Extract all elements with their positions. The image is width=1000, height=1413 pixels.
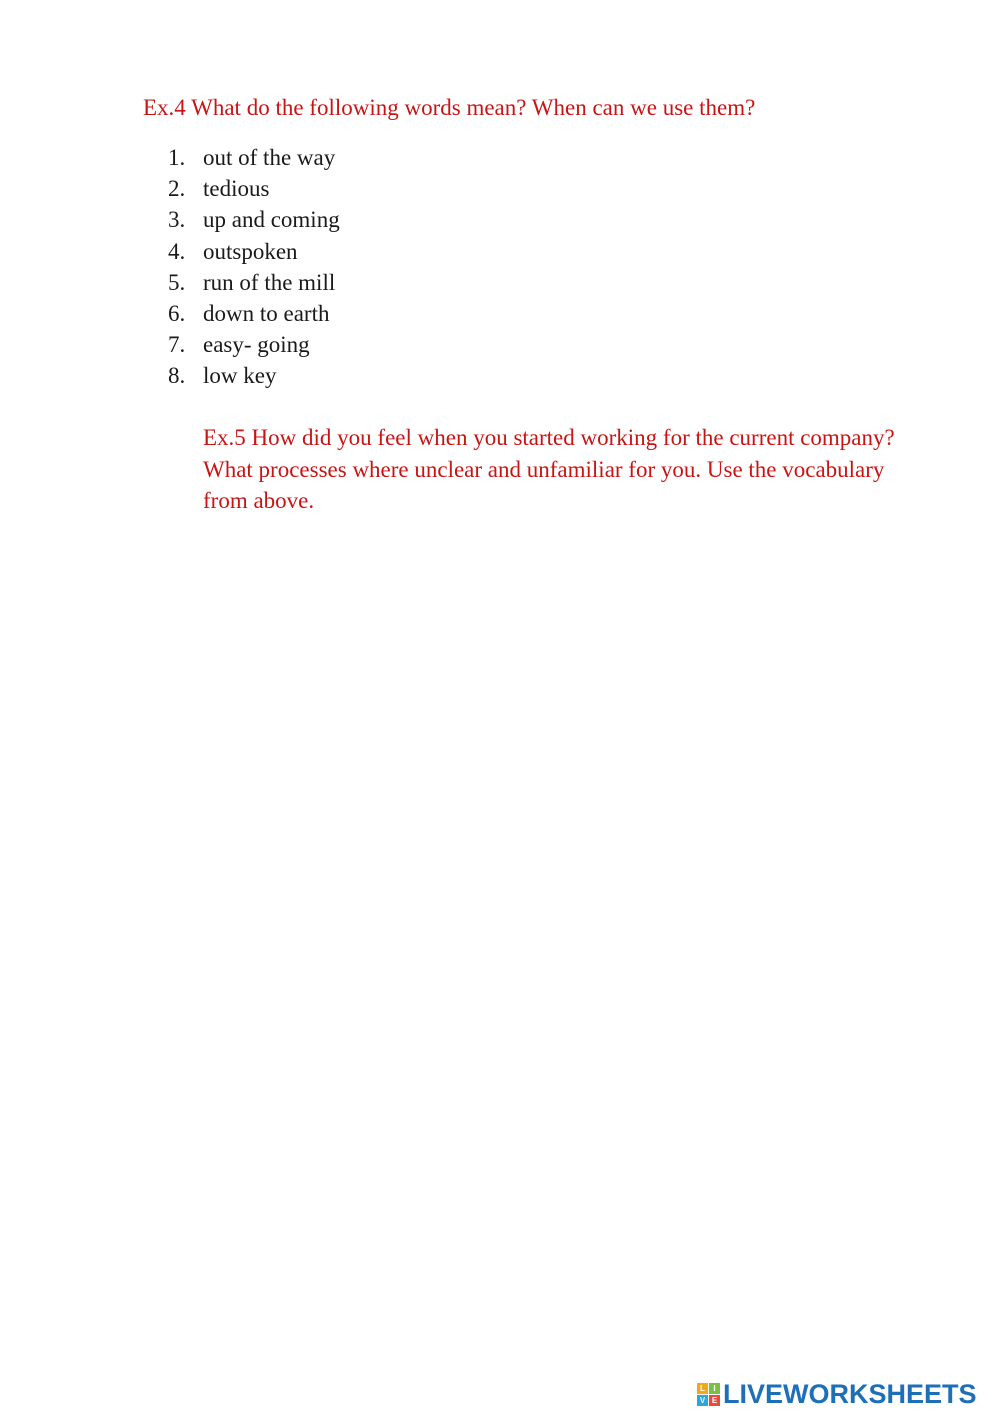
list-term: tedious: [203, 176, 270, 202]
list-item: [168, 236, 340, 267]
list-number: 1.: [168, 145, 186, 170]
list-item: [168, 329, 340, 360]
exercise-5-line: What processes where unclear and unfamiliar for you. Use the vocabulary: [203, 456, 885, 482]
list-number: 2.: [168, 176, 186, 202]
list-item: [168, 204, 340, 235]
list-number: 8.: [168, 363, 186, 389]
list-term: outspoken: [203, 238, 298, 264]
list-term: out of the way: [203, 145, 336, 170]
list-number: 7.: [168, 332, 186, 358]
list-number: 4.: [168, 238, 186, 264]
list-term: run of the mill: [203, 269, 336, 295]
list-item: [168, 360, 340, 391]
vocabulary-list: [168, 142, 340, 392]
exercise-4-heading: Ex.4 What do the following words mean? When can we use them?: [143, 95, 756, 120]
list-item: [168, 267, 340, 298]
liveworksheets-logo: [697, 1378, 977, 1410]
exercise-5-line: from above.: [203, 488, 315, 513]
list-term: down to earth: [203, 300, 330, 326]
logo-text: LIVEWORKSHEETS: [723, 1378, 977, 1409]
exercise-5-line: Ex.5 How did you feel when you started working for the current company?: [203, 425, 895, 450]
list-item: [168, 173, 340, 204]
list-number: 3.: [168, 207, 186, 233]
list-term: easy- going: [203, 332, 310, 358]
list-item: [168, 298, 340, 329]
exercise-5-prompt: [203, 422, 943, 517]
list-number: 5.: [168, 269, 186, 295]
list-term: up and coming: [203, 207, 340, 233]
list-number: 6.: [168, 300, 186, 326]
list-term: low key: [203, 363, 277, 389]
logo-mark-icon: L I V E: [697, 1383, 720, 1406]
list-item: [168, 142, 340, 173]
